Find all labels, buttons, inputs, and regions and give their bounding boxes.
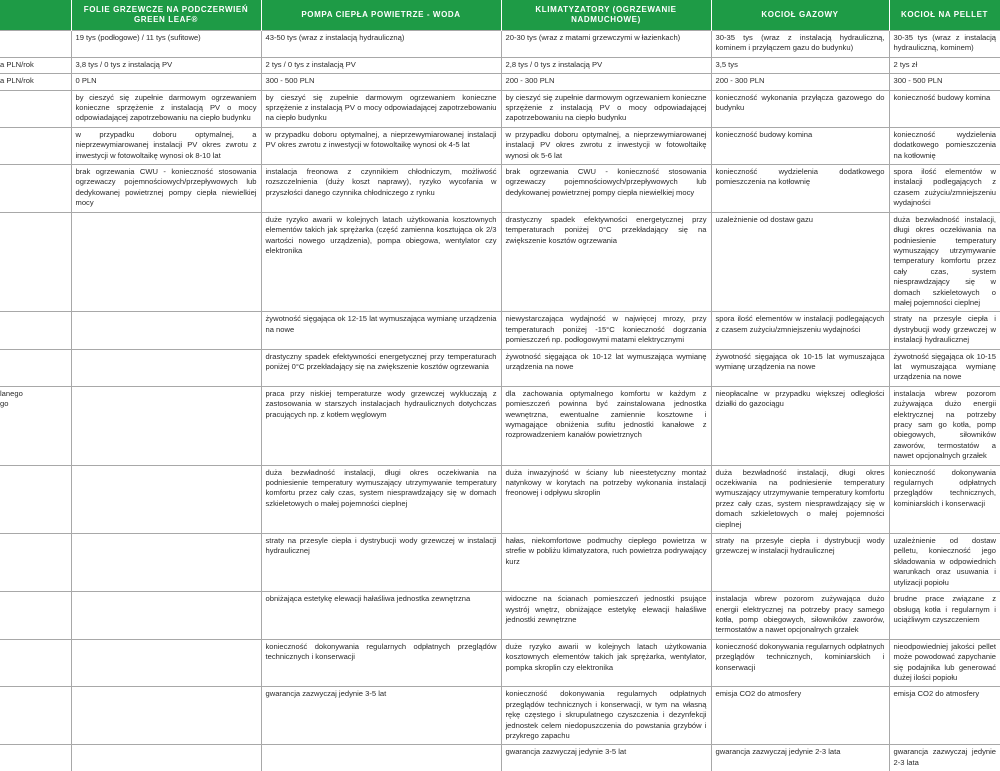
table-row [0,745,1000,771]
header-kociol-pellet: KOCIOŁ NA PELLET [889,0,1000,31]
cell-folie [71,687,261,745]
table-row [0,465,1000,533]
row-label [0,592,71,640]
cell-kociol-pellet: duża bezwładność instalacji, długi okres oczekiwania na podniesienie temperatury wymuszający utrzymywanie temperatury komfortu przez cały czas, system niesprawdzający się w domach szkieletowych o małej pojemności cieplnej [889,212,1000,312]
cell-kociol-gazowy: nieopłacalne w przypadku większej odległości działki do gazociągu [711,386,889,465]
cell-kociol-pellet: gwarancja zazwyczaj jedynie 2-3 lata [889,745,1000,771]
cell-kociol-gazowy: instalacja wbrew pozorom zużywająca dużo energii elektrycznej na potrzeby pracy samego kotła, pomp obiegowych, siłowników zaworów, termostatów a nawet opcjonalnych grzałek [711,592,889,640]
cell-pompa: duża bezwładność instalacji, długi okres oczekiwania na podniesienie temperatury wymuszający utrzymywanie temperatury komfortu przez cały czas, system niesprawdzający się w domach szkieletowych o małej pojemności cieplnej [261,465,501,533]
cell-klimatyzatory: żywotność sięgająca ok 10-12 lat wymuszająca wymianę urządzenia na nowe [501,349,711,386]
cell-kociol-gazowy: spora ilość elementów w instalacji podlegających z czasem zużyciu/zmniejszeniu wydajności [711,312,889,349]
cell-folie [71,534,261,592]
table-row [0,312,1000,349]
cell-pompa: gwarancja zazwyczaj jedynie 3-5 lat [261,687,501,745]
cell-klimatyzatory: niewystarczająca wydajność w najwięcej mrozy, przy temperaturach poniżej -15°C konieczność dogrzania pomieszczeń np. podłogowymi matami elektrycznymi [501,312,711,349]
table-row [0,349,1000,386]
cell-kociol-pellet: emisja CO2 do atmosfery [889,687,1000,745]
cell-pompa: żywotność sięgająca ok 12-15 lat wymuszająca wymianę urządzenia na nowe [261,312,501,349]
table-row [0,592,1000,640]
cell-folie [71,312,261,349]
cell-kociol-gazowy: żywotność sięgająca ok 10-15 lat wymuszająca wymianę urządzenia na nowe [711,349,889,386]
cell-pompa: instalacja freonowa z czynnikiem chłodniczym, możliwość rozszczelnienia (duży koszt naprawy), ryzyko wycofania w przyszłości danego czynnika chłodniczego z rynku [261,165,501,213]
row-label: lanego go [0,386,71,465]
cell-folie: brak ogrzewania CWU - konieczność stosowania ogrzewaczy pojemnościowych/przepływowych lub dedykowanej powietrznej pompy ciepła niewielkiej mocy [71,165,261,213]
cell-kociol-pellet: konieczność dokonywania regularnych odpłatnych przeglądów technicznych, kominiarskich i konserwacji [889,465,1000,533]
cell-kociol-gazowy: konieczność budowy komina [711,127,889,164]
cell-kociol-pellet: instalacja wbrew pozorom zużywająca dużo energii elektrycznej na potrzeby pracy sam go kotła, pomp obiegowych, siłowników zaworów, termostatów a nawet opcjonalnych grzałek [889,386,1000,465]
cell-kociol-pellet: konieczność budowy komina [889,90,1000,127]
cell-folie [71,465,261,533]
cell-pompa: w przypadku doboru optymalnej, a nieprzewymiarowanej instalacji PV okres zwrotu z inwestycji w fotowoltaikę wynosi ok 4-5 lat [261,127,501,164]
row-label [0,165,71,213]
cell-pompa: 2 tys / 0 tys z instalacją PV [261,57,501,73]
table-row [0,127,1000,164]
table-body [0,31,1000,771]
cell-kociol-gazowy: duża bezwładność instalacji, długi okres oczekiwania na podniesienie temperatury wymuszający utrzymywanie temperatury komfortu przez cały czas, system niesprawdzający się w domach szkieletowych o małej pojemności cieplnej [711,465,889,533]
row-label: a PLN/rok [0,74,71,90]
row-label [0,687,71,745]
table-row [0,31,1000,58]
table-row [0,687,1000,745]
cell-klimatyzatory: hałas, niekomfortowe podmuchy ciepłego powietrza w strefie w pobliżu klimatyzatora, ruch powietrza podrywający kurz [501,534,711,592]
cell-pompa: straty na przesyle ciepła i dystrybucji wody grzewczej w instalacji hydraulicznej [261,534,501,592]
cell-pompa: konieczność dokonywania regularnych odpłatnych przeglądów technicznych i konserwacji [261,639,501,687]
row-label [0,312,71,349]
cell-klimatyzatory: konieczność dokonywania regularnych odpłatnych przeglądów technicznych i konserwacji, w tym na własną rękę częstego i skrupulatnego czyszczenia i dezynfekcji jednostek celem niedopuszczenia do powstania grzybów i przykrego zapachu [501,687,711,745]
header-label [0,0,71,31]
cell-kociol-gazowy: 3,5 tys [711,57,889,73]
cell-klimatyzatory: brak ogrzewania CWU - konieczność stosowania ogrzewaczy pojemnościowych/przepływowych lub dedykowanej powietrznej pompy ciepła niewielkiej mocy [501,165,711,213]
cell-klimatyzatory: widoczne na ścianach pomieszczeń jednostki psujące wystrój wnętrz, obniżające estetykę elewacji hałaśliwe jednostki zewnętrzne [501,592,711,640]
cell-pompa: drastyczny spadek efektywności energetycznej przy temperaturach poniżej 0°C przekładający się na zwiększenie kosztów ogrzewania [261,349,501,386]
table-row [0,165,1000,213]
cell-kociol-pellet: brudne prace związane z obsługą kotła i regularnym i uciążliwym czyszczeniem [889,592,1000,640]
table-row [0,534,1000,592]
cell-pompa: obniżająca estetykę elewacji hałaśliwa jednostka zewnętrzna [261,592,501,640]
cell-klimatyzatory: 20-30 tys (wraz z matami grzewczymi w łazienkach) [501,31,711,58]
cell-folie [71,745,261,771]
table-row [0,74,1000,90]
cell-kociol-pellet: spora ilość elementów w instalacji podlegających z czasem zużyciu/zmniejszeniu wydajności [889,165,1000,213]
cell-folie [71,592,261,640]
cell-kociol-gazowy: 30-35 tys (wraz z instalacją hydrauliczną, kominem i przyłączem gazu do budynku) [711,31,889,58]
cell-kociol-gazowy: konieczność wydzielenia dodatkowego pomieszczenia na kotłownię [711,165,889,213]
cell-folie: 3,8 tys / 0 tys z instalacją PV [71,57,261,73]
cell-kociol-pellet: straty na przesyle ciepła i dystrybucji wody grzewczej w instalacji hydraulicznej [889,312,1000,349]
row-label [0,534,71,592]
header-folie: FOLIE GRZEWCZE NA PODCZERWIEŃ GREEN LEAF® [71,0,261,31]
cell-pompa: praca przy niskiej temperaturze wody grzewczej wykluczają z zastosowania w starszych instalacjach hydraulicznych dotychczas pracujących np. z kotłem węglowym [261,386,501,465]
row-label: a PLN/rok [0,57,71,73]
cell-kociol-gazowy: uzależnienie od dostaw gazu [711,212,889,312]
cell-kociol-pellet: konieczność wydzielenia dodatkowego pomieszczenia na kotłownię [889,127,1000,164]
cell-pompa: 43-50 tys (wraz z instalacją hydrauliczną) [261,31,501,58]
cell-klimatyzatory: gwarancja zazwyczaj jedynie 3-5 lat [501,745,711,771]
cell-kociol-pellet: uzależnienie od dostaw pelletu, konieczność jego składowania w odpowiednich warunkach oraz usuwania i utylizacji popiołu [889,534,1000,592]
cell-kociol-pellet: nieodpowiedniej jakości pellet może powodować zapychanie się podajnika lub generować dużej ilości popiołu [889,639,1000,687]
table-row [0,386,1000,465]
cell-pompa: duże ryzyko awarii w kolejnych latach użytkowania kosztownych elementów takich jak sprężarka (część zamienna kosztująca ok 2/3 wartości nowego urządzenia), pompa obiegowa, wentylator czy elektronika [261,212,501,312]
cell-kociol-gazowy: gwarancja zazwyczaj jedynie 2-3 lata [711,745,889,771]
cell-folie [71,386,261,465]
row-label [0,90,71,127]
cell-folie: 19 tys (podłogowe) / 11 tys (sufitowe) [71,31,261,58]
header-row [0,0,1000,31]
table-row [0,639,1000,687]
cell-pompa: 300 - 500 PLN [261,74,501,90]
cell-pompa [261,745,501,771]
row-label [0,212,71,312]
cell-klimatyzatory: duża inwazyjność w ściany lub nieestetyczny montaż natynkowy w korytach na potrzeby wykonania instalacji freonowej i odpływu skroplin [501,465,711,533]
cell-folie [71,349,261,386]
cell-folie: by cieszyć się zupełnie darmowym ogrzewaniem konieczne sprzężenie z instalacją PV o mocy odpowiadającej zapotrzebowaniu na ciepło budynku [71,90,261,127]
cell-klimatyzatory: 2,8 tys / 0 tys z instalacją PV [501,57,711,73]
cell-pompa: by cieszyć się zupełnie darmowym ogrzewaniem konieczne sprzężenie z instalacją PV o mocy odpowiadającej zapotrzebowaniu na ciepło budynku [261,90,501,127]
cell-kociol-gazowy: straty na przesyle ciepła i dystrybucji wody grzewczej w instalacji hydraulicznej [711,534,889,592]
cell-folie: 0 PLN [71,74,261,90]
header-pompa: POMPA CIEPŁA POWIETRZE - WODA [261,0,501,31]
header-klimatyzatory: KLIMATYZATORY (OGRZEWANIE NADMUCHOWE) [501,0,711,31]
cell-kociol-gazowy: konieczność dokonywania regularnych odpłatnych przeglądów technicznych, kominiarskich i konserwacji [711,639,889,687]
cell-folie: w przypadku doboru optymalnej, a nieprzewymiarowanej instalacji PV okres zwrotu z inwestycji w fotowoltaikę wynosi ok 8-10 lat [71,127,261,164]
row-label [0,349,71,386]
cell-kociol-pellet: 2 tys zł [889,57,1000,73]
cell-klimatyzatory: drastyczny spadek efektywności energetycznej przy temperaturach poniżej 0°C przekładający się na zwiększenie kosztów ogrzewania [501,212,711,312]
row-label [0,639,71,687]
cell-kociol-pellet: żywotność sięgająca ok 10-15 lat wymuszająca wymianę urządzenia na nowe [889,349,1000,386]
cell-kociol-gazowy: konieczność wykonania przyłącza gazowego do budynku [711,90,889,127]
cell-kociol-pellet: 30-35 tys (wraz z instalacją hydrauliczną, kominem) [889,31,1000,58]
header-kociol-gazowy: KOCIOŁ GAZOWY [711,0,889,31]
cell-kociol-gazowy: 200 - 300 PLN [711,74,889,90]
cell-klimatyzatory: dla zachowania optymalnego komfortu w każdym z pomieszczeń powinna być zainstalowana jednostka wewnętrzna, ewentualne zamiennie kosztowne i wymagające obniżenia sufitu jednostki kanałowe z rozprowadzeniem kanałów powietrznych [501,386,711,465]
cell-folie [71,639,261,687]
cell-kociol-pellet: 300 - 500 PLN [889,74,1000,90]
row-label [0,127,71,164]
row-label [0,745,71,771]
cell-klimatyzatory: 200 - 300 PLN [501,74,711,90]
cell-klimatyzatory: w przypadku doboru optymalnej, a nieprzewymiarowanej instalacji PV okres zwrotu z inwestycji w fotowoltaikę wynosi ok 5-6 lat [501,127,711,164]
table-row [0,212,1000,312]
table-row [0,57,1000,73]
cell-klimatyzatory: by cieszyć się zupełnie darmowym ogrzewaniem konieczne sprzężenie z instalacją PV o mocy odpowiadającej zapotrzebowaniu na ciepło budynku [501,90,711,127]
row-label [0,31,71,58]
cell-klimatyzatory: duże ryzyko awarii w kolejnych latach użytkowania kosztownych elementów takich jak sprężarka, wentylator, pompka skroplin czy elektronika [501,639,711,687]
cell-folie [71,212,261,312]
row-label [0,465,71,533]
table-row [0,90,1000,127]
cell-kociol-gazowy: emisja CO2 do atmosfery [711,687,889,745]
